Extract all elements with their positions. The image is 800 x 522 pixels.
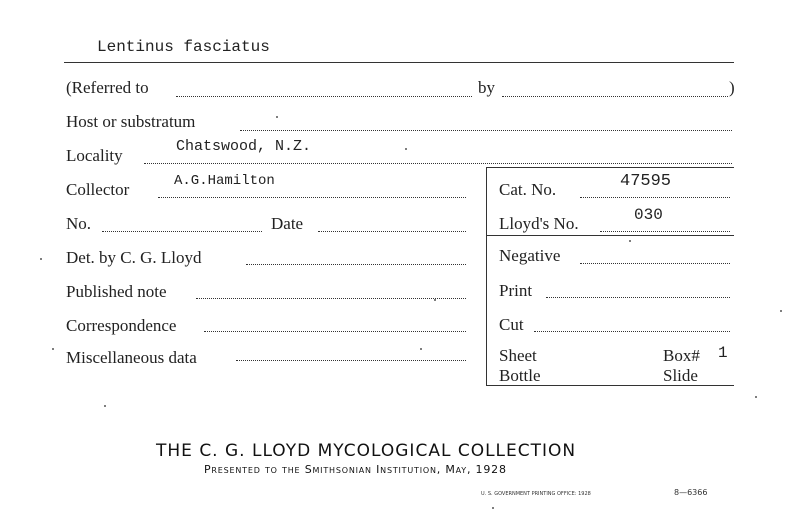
host-line: [240, 130, 732, 131]
misc-line: [236, 360, 466, 361]
lloyds-no-value: 030: [634, 206, 663, 224]
published-label: Published note: [66, 282, 167, 301]
top-rule: [64, 62, 734, 63]
collector-value: A.G.Hamilton: [174, 173, 275, 189]
scan-speck: [755, 396, 757, 398]
referred-to-line: [176, 96, 472, 97]
det-line: [246, 264, 466, 265]
date-label: Date: [271, 214, 304, 233]
printer-note: U. S. GOVERNMENT PRINTING OFFICE: 1928: [481, 491, 591, 497]
box-left-rule: [486, 167, 487, 385]
negative-label: Negative: [499, 246, 561, 265]
misc-label: Miscellaneous data: [66, 348, 197, 367]
print-label: Print: [499, 281, 533, 300]
scan-speck: [52, 348, 54, 350]
scan-speck: [434, 299, 436, 301]
date-line: [318, 231, 466, 232]
scan-speck: [276, 116, 278, 118]
scan-speck: [405, 148, 407, 150]
by-label: by: [478, 78, 495, 97]
cat-no-label: Cat. No.: [499, 180, 557, 199]
collector-label: Collector: [66, 180, 130, 199]
no-line: [102, 231, 262, 232]
published-line: [196, 298, 466, 299]
scan-speck: [420, 348, 422, 350]
det-label: Det. by C. G. Lloyd: [66, 248, 202, 267]
sheet-label: Sheet: [499, 346, 537, 365]
negative-line: [580, 263, 730, 264]
locality-value: Chatswood, N.Z.: [176, 138, 312, 155]
collection-title: THE C. G. LLOYD MYCOLOGICAL COLLECTION: [156, 441, 577, 461]
form-code: 8—6366: [674, 488, 708, 497]
bottle-label: Bottle: [499, 366, 541, 385]
lloyds-no-line: [600, 231, 730, 232]
scan-speck: [780, 310, 782, 312]
correspondence-line: [204, 331, 466, 332]
scan-speck: [40, 258, 42, 260]
box-mid-rule: [486, 235, 734, 236]
locality-label: Locality: [66, 146, 123, 165]
cat-no-line: [580, 197, 730, 198]
box-label: Box#: [663, 346, 700, 365]
host-label: Host or substratum: [66, 112, 196, 131]
correspondence-label: Correspondence: [66, 316, 177, 335]
scan-speck: [104, 405, 106, 407]
referred-to-label: (Referred to: [66, 78, 149, 97]
no-label: No.: [66, 214, 92, 233]
close-paren: ): [729, 78, 735, 97]
by-line: [502, 96, 728, 97]
collector-line: [158, 197, 466, 198]
scan-speck: [629, 240, 631, 242]
scan-speck: [492, 507, 494, 509]
species-name: Lentinus fasciatus: [97, 38, 270, 56]
cut-label: Cut: [499, 315, 524, 334]
box-value: 1: [718, 344, 728, 362]
locality-line: [144, 163, 732, 164]
lloyds-no-label: Lloyd's No.: [499, 214, 579, 233]
collection-subtitle: Presented to the Smithsonian Institution, May, 1928: [204, 463, 507, 476]
cat-no-value: 47595: [620, 172, 672, 191]
slide-label: Slide: [663, 366, 698, 385]
print-line: [546, 297, 730, 298]
box-top-rule: [486, 167, 734, 168]
cut-line: [534, 331, 730, 332]
